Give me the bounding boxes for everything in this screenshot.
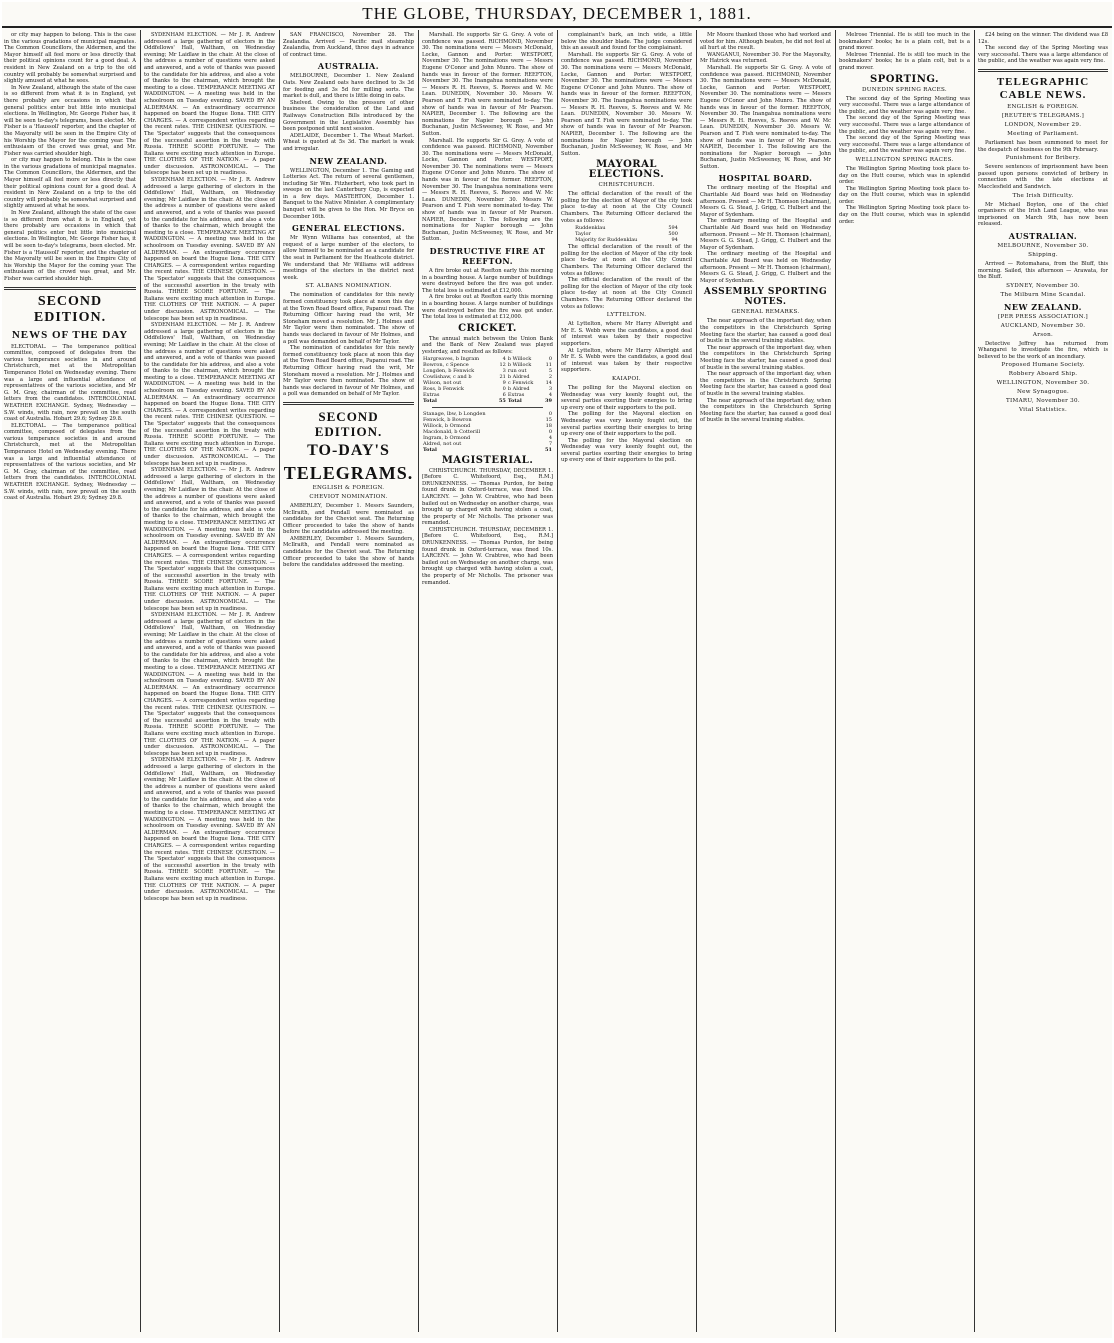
article-text: The Wellington Spring Meeting took place to-day on the Hutt course, which was in splendid order. xyxy=(839,185,970,205)
subheading: Proposed Humane Society. xyxy=(1001,362,1085,369)
divider xyxy=(283,402,414,405)
subheading: WELLINGTON, November 30. xyxy=(996,380,1090,387)
subheading: LONDON, November 29. xyxy=(1004,121,1082,128)
article-text: SYDENHAM ELECTION. — Mr J. R. Andrew addressed a large gathering of electors in the Oddfellows' Hall, Waltham, on Wednesday evening; Mr Laidlaw in the chair. At the close of the address a number of questions were asked and answered, and a vote of thanks was passed to the candidate for his address, and also a vote of thanks to the chairman, which brought the meeting to a close. TEMPERANCE MEETING AT WADDINGTON. — A meeting was held in the schoolroom on Tuesday evening. SAVED BY AN ALDERMAN. — An extraordinary occurrence happened on board the Hugue Ilona. THE CITY CHARGES. — A correspondent writes regarding the recent rates. THE CHINESE QUESTION. — The 'Spectator' suggests that the consequences of the successful assertion in the treaty with Russia. THREE SCORE FORTUNE. — The Italians were exciting much attention in Europe. THE CLOTHES OF THE NATION. — A paper under discussion. ASTRONOMICAL. — The telescope has been set up in readiness. xyxy=(144,322,275,467)
article-text: CHRISTCHURCH. THURSDAY, DECEMBER 1. [Before C. Whitefoord, Esq., R.M.] DRUNKENNESS. — Thomas Purdon, for being found drunk in Oxford-terrace, was fined 10s. LARCENY. — John W. Crabtree, who had been bailed out on Wednesday on another charge, was brought up charged with having stolen a coat, the property of Mr Nicholls. The prisoner was remanded. xyxy=(422,526,553,586)
subheading: ENGLISH & FOREIGN. xyxy=(1007,103,1079,110)
article-text: or city may happen to belong. This is the case in the various gradations of municipal magnates. The Common Councillors, the Aldermen, and the Mayor himself all feel more or less directly that their political opinions count for a good deal. A resident in New Zealand on a trip to the old country will probably be somewhat surprised and slightly amused at what he sees. xyxy=(4,32,136,85)
column-8 xyxy=(978,32,1108,1332)
column-7 xyxy=(839,32,970,1332)
article-text: Marshall. He supports Sir G. Grey. A vote of confidence was passed. RICHMOND, November 30. The nominations were — Messrs McDonald, Locke, Gannon and Porter. WESTPORT, November 30. The nominations were — Messrs Eugene O'Conor and John Munro. The show of hands was in favour of the former. REEFTON, November 30. The Inangahua nominations were — Messrs R. H. Reeves, S. Reeves and W. Mc Lean. DUNEDIN, November 30. Messrs W. Pearson and T. Fish were nominated to-day. The show of hands was in favour of Mr Pearson. NAPIER, December 1. The following are the nominations for Napier borough — John Buchanan, Justin McSweeney, W. Rose, and Mr Sutton. xyxy=(422,32,553,137)
article-text: Melrose Triennial. He is still too much in the bookmakers' books; he is a plain colt, but is a grand mover. xyxy=(839,51,970,71)
column-2 xyxy=(144,32,275,1332)
subheading: [REUTER'S TELEGRAMS.] xyxy=(1001,112,1085,119)
article-text: The second day of the Spring Meeting was very successful. There was a large attendance of the public, and the weather was again very fine. xyxy=(839,115,970,135)
column-3 xyxy=(283,32,414,1332)
article-text: The near approach of the important day, when the competitors in the Christchurch Spring Meeting face the starter, has caused a good deal of bustle in the several training stables. xyxy=(700,344,831,371)
subheading: MELBOURNE, November 30. xyxy=(997,242,1089,249)
divider xyxy=(4,287,136,290)
section-heading: SPORTING. xyxy=(869,73,939,85)
subheading: Shipping. xyxy=(1028,251,1058,258)
article-text: CHRISTCHURCH. THURSDAY, DECEMBER 1. [Before C. Whitefoord, Esq., R.M.] DRUNKENNESS. — Thomas Purdon, for being found drunk in Oxford-terrace, was fined 10s. LARCENY. — John W. Crabtree, who had been bailed out on Wednesday on another charge, was brought up charged with having stolen a coat, the property of Mr Nicholls. The prisoner was remanded. xyxy=(422,467,553,527)
newspaper-page xyxy=(2,2,1112,1338)
article-text: The near approach of the important day, when the competitors in the Christchurch Spring Meeting face the starter, has caused a good deal of bustle in the several training stables. xyxy=(700,318,831,345)
article-text: £24 being on the winner. The dividend was £8 12s. xyxy=(978,32,1108,45)
article-text: Arrived — Rotomahana, from the Bluff, this morning. Sailed, this afternoon — Arawata, for the Bluff. xyxy=(978,260,1108,281)
article-text: AMBERLEY, December 1. Messrs Saunders, McIlraith, and Fendall were nominated as candidates for the Cheviot seat. The Returning Officer proceeded to take the show of hands before the candidates addressed the meeting. xyxy=(283,535,414,569)
article-text: Detective Jeffrey has returned from Whangarei to investigate the fire, which is believed to be the work of an incendiary. xyxy=(978,340,1108,360)
subheading: ENGLISH & FOREIGN. xyxy=(312,484,385,491)
article-text: WANGANUI, November 30. For the Mayoralty, Mr Hatrick was returned. xyxy=(700,51,831,65)
article-text: Shelved. Owing to the pressure of other business the consideration of the Land and Railways Construction Bills introduced by the Government in the Legislative Assembly has been postponed until next session. xyxy=(283,99,414,133)
article-text: Mr Moore thanked those who had worked and voted for him. Although beaten, he did not feel at all hurt at the result. xyxy=(700,32,831,52)
article-text: The polling for the Mayoral election on Wednesday was very keenly fought out, the several parties exerting their energies to bring up every one of their supporters to the poll. xyxy=(561,411,692,438)
article-text: Melrose Triennial. He is still too much in the bookmakers' books; he is a plain colt, but is a grand mover. xyxy=(839,32,970,52)
article-text: The near approach of the important day, when the competitors in the Christchurch Spring Meeting face the starter, has caused a good deal of bustle in the several training stables. xyxy=(700,371,831,397)
article-text: The ordinary meeting of the Hospital and Charitable Aid Board was held on Wednesday afternoon. Present — Mr H. Thomson (chairman), Messrs G. G. Stead, J. Grigg, C. Hulbert and the Mayor of Sydenham. xyxy=(700,218,831,251)
section-heading: DESTRUCTIVE FIRE AT REEFTON. xyxy=(429,246,546,266)
article-text: At Lyttelton, where Mr Harry Allwright and Mr E. S. Webb were the candidates, a good deal of interest was taken by their respective supporters. xyxy=(561,347,692,374)
divider xyxy=(432,407,543,408)
subheading: CHRISTCHURCH. xyxy=(598,182,655,189)
section-heading: CRICKET. xyxy=(458,322,517,334)
article-text: The Wellington Spring Meeting took place to-day on the Hutt course, which was in splendid order. xyxy=(839,205,970,225)
section-heading: SECOND EDITION. xyxy=(314,408,383,439)
section-heading: ASSEMBLY SPORTING NOTES. xyxy=(703,287,828,308)
masthead xyxy=(2,2,1112,28)
article-text: SYDENHAM ELECTION. — Mr J. R. Andrew addressed a large gathering of electors in the Oddfellows' Hall, Waltham, on Wednesday evening; Mr Laidlaw in the chair. At the close of the address a number of questions were asked and answered, and a vote of thanks was passed to the candidate for his address, and also a vote of thanks to the chairman, which brought the meeting to a close. TEMPERANCE MEETING AT WADDINGTON. — A meeting was held in the schoolroom on Tuesday evening. SAVED BY AN ALDERMAN. — An extraordinary occurrence happened on board the Hugue Ilona. THE CITY CHARGES. — A correspondent writes regarding the recent rates. THE CHINESE QUESTION. — The 'Spectator' suggests that the consequences of the successful assertion in the treaty with Russia. THREE SCORE FORTUNE. — The Italians were exciting much attention in Europe. THE CLOTHES OF THE NATION. — A paper under discussion. ASTRONOMICAL. — The telescope has been set up in readiness. xyxy=(144,177,275,322)
column-rule xyxy=(418,30,419,1332)
article-text: The ordinary meeting of the Hospital and Charitable Aid Board was held on Wednesday afternoon. Present — Mr H. Thomson (chairman), Messrs G. G. Stead, J. Grigg, C. Hulbert and the Mayor of Sydenham. xyxy=(700,185,831,218)
article-text: SYDENHAM ELECTION. — Mr J. R. Andrew addressed a large gathering of electors in the Oddfellows' Hall, Waltham, on Wednesday evening; Mr Laidlaw in the chair. At the close of the address a number of questions were asked and answered, and a vote of thanks was passed to the candidate for his address, and also a vote of thanks to the chairman, which brought the meeting to a close. TEMPERANCE MEETING AT WADDINGTON. — A meeting was held in the schoolroom on Tuesday evening. SAVED BY AN ALDERMAN. — An extraordinary occurrence happened on board the Hugue Ilona. THE CITY CHARGES. — A correspondent writes regarding the recent rates. THE CHINESE QUESTION. — The 'Spectator' suggests that the consequences of the successful assertion in the treaty with Russia. THREE SCORE FORTUNE. — The Italians were exciting much attention in Europe. THE CLOTHES OF THE NATION. — A paper under discussion. ASTRONOMICAL. — The telescope has been set up in readiness. xyxy=(144,32,275,177)
article-text: ELECTORAL. — The temperance political committee, composed of delegates from the various temperance societies in and around Christchurch, met at the Metropolitan Temperance Hotel on Wednesday evening. There was a large and influential attendance of representatives of the various societies, and Mr G. M. Gray, chairman of the committee, read letters from the candidates. INTERCOLONIAL WEATHER EXCHANGE. Sydney, Wednesday — S.W. winds, with rain, now prevail on the south coast of Australia. Hobart 29.6; Sydney 29.8. xyxy=(4,422,136,502)
section-heading: HOSPITAL BOARD. xyxy=(718,173,813,184)
section-heading: MAGISTERIAL. xyxy=(441,454,534,466)
section-heading: AUSTRALIAN. xyxy=(1008,230,1078,241)
article-text: WELLINGTON, December 1. The Gaming and Lotteries Act. The return of several gentlemen, including Sir Wm. Fitzherbert, who took part in sweeps on the last Canterbury Cup, is expected in a few days. MASTERTON, December 1. Banquet to the Native Minister. A complimentary banquet will be given to the Hon. Mr Bryce on December 16th. xyxy=(283,167,414,220)
column-6 xyxy=(700,32,831,1332)
subheading: KAIAPOI. xyxy=(612,375,641,382)
section-heading: NEW ZEALAND. xyxy=(309,155,388,166)
column-rule xyxy=(557,30,558,1332)
article-text: At Lyttelton, where Mr Harry Allwright and Mr E. S. Webb were the candidates, a good deal of interest was taken by their respective supporters. xyxy=(561,321,692,347)
article-text: ELECTORAL. — The temperance political committee, composed of delegates from the various temperance societies in and around Christchurch, met at the Metropolitan Temperance Hotel on Wednesday evening. There was a large and influential attendance of representatives of the various societies, and Mr G. M. Gray, chairman of the committee, read letters from the candidates. INTERCOLONIAL WEATHER EXCHANGE. Sydney, Wednesday — S.W. winds, with rain, now prevail on the south coast of Australia. Hobart 29.6; Sydney 29.8. xyxy=(4,343,136,423)
article-text: Parliament has been summoned to meet for the despatch of business on the 9th February. xyxy=(978,139,1108,153)
article-text: MELBOURNE, December 1. New Zealand Oats. New Zealand oats have declined to 3s 3d for feeding and 3s 5d for milling sorts. The market is dull, and there is little doing in oats. xyxy=(283,73,414,100)
article-text: The polling for the Mayoral election on Wednesday was very keenly fought out, the several parties exerting their energies to bring up every one of their supporters to the poll. xyxy=(561,384,692,411)
article-text: The ordinary meeting of the Hospital and Charitable Aid Board was held on Wednesday afternoon. Present — Mr H. Thomson (chairman), Messrs G. G. Stead, J. Grigg, C. Hulbert and the Mayor of Sydenham. xyxy=(700,251,831,284)
article-text: The official declaration of the result of the polling for the election of Mayor of the city took place to-day at noon at the City Council Chambers. The Returning Officer declared the votes as follows: xyxy=(561,277,692,310)
article-text: Mr Wynn Williams has consented, at the request of a large number of the electors, to allow himself to be nominated as a candidate for the seat in Parliament for the Heathcote district. We understand that Mr Williams will address meetings of the electors in the district next week. xyxy=(283,235,414,281)
subheading: The Irish Difficulty. xyxy=(1012,192,1074,199)
subheading: Vital Statistics. xyxy=(1018,407,1068,414)
article-text: The nomination of candidates for this newly formed constituency took place at noon this day at the Town Road Board office, Papanui road. The Returning Officer having read the writ, Mr Stoneham moved a resolution. Mr J. Holmes and Mr Taylor were then nominated. The show of hands was declared in favour of Mr Holmes, and a poll was demanded on behalf of Mr Taylor. xyxy=(283,345,414,398)
article-text: Marshall. He supports Sir G. Grey. A vote of confidence was passed. RICHMOND, November 30. The nominations were — Messrs McDonald, Locke, Gannon and Porter. WESTPORT, November 30. The nominations were — Messrs Eugene O'Conor and John Munro. The show of hands was in favour of the former. REEFTON, November 30. The Inangahua nominations were — Messrs R. H. Reeves, S. Reeves and W. Mc Lean. DUNEDIN, November 30. Messrs W. Pearson and T. Fish were nominated to-day. The show of hands was in favour of Mr Pearson. NAPIER, December 1. The following are the nominations for Napier borough — John Buchanan, Justin McSweeney, W. Rose, and Mr Sutton. xyxy=(561,51,692,157)
article-text: Severe sentences of imprisonment have been passed upon persons convicted of bribery in connection with the late elections at Macclesfield and Sandwich. xyxy=(978,164,1108,190)
article-text: The second day of the Spring Meeting was very successful. There was a large attendance of the public, and the weather was again very fine. xyxy=(839,135,970,155)
article-text: In New Zealand, although the state of the case is so different from what it is in England, yet there probably are occasions in which that general politics enter but little into municipal elections. In Wellington, Mr. George Fisher has, it will be seen to-day's telegrams, been elected. Mr. Fisher is a 'Haussoll' reporter, and the chapter of the Mayoralty will be seen in the Empire City of his Worship the Mayor for the coming year. The enthusiasm of the crowd was great, and Mr. Fisher was carried shoulder high. xyxy=(4,84,136,157)
subheading: Robbery Aboard Ship. xyxy=(1008,371,1078,378)
article-text: The annual match between the Union Bank and the Bank of New Zealand was played yesterday, and resulted as follows: xyxy=(422,335,553,355)
subheading: SYDNEY, November 30. xyxy=(1006,282,1080,289)
section-heading: TELEGRAPHIC CABLE NEWS. xyxy=(996,75,1090,101)
subheading: TIMARU, November 30. xyxy=(1006,398,1080,405)
subheading: Punishment for Bribery. xyxy=(1005,155,1081,162)
article-text: The second day of the Spring Meeting was very successful. There was a large attendance of the public, and the weather was again very fine. xyxy=(978,45,1108,65)
column-rule xyxy=(696,30,697,1332)
subheading: LYTTELTON. xyxy=(606,312,647,319)
divider xyxy=(978,69,1108,72)
article-text: AMBERLEY, December 1. Messrs Saunders, McIlraith, and Fendall were nominated as candidates for the Cheviot seat. The Returning Officer proceeded to take the show of hands before the candidates addressed the meeting. xyxy=(283,502,414,536)
section-heading: AUSTRALIA. xyxy=(317,61,380,72)
column-rule xyxy=(279,30,280,1332)
article-text: complainant's bark, an inch wide, a little below the shoulder blade. The judge considered this an assault and found for the complainant. xyxy=(561,32,692,52)
article-text: The nomination of candidates for this newly formed constituency took place at noon this day at the Town Road Board office, Papanui road. The Returning Officer having read the writ, Mr Stoneham moved a resolution. Mr J. Holmes and Mr Taylor were then nominated. The show of hands was declared in favour of Mr Holmes, and a poll was demanded on behalf of Mr Taylor. xyxy=(283,292,414,345)
subheading: [PER PRESS ASSOCIATION.] xyxy=(997,313,1089,320)
section-heading: NEWS OF THE DAY xyxy=(11,328,129,341)
article-text: SAN FRANCISCO, November 28. The Zealandia. Arrived — Pacific mail steamship Zealandia, from Auckland, three days in advance of contract time. xyxy=(283,32,414,58)
article-text: Marshall. He supports Sir G. Grey. A vote of confidence was passed. RICHMOND, November 30. The nominations were — Messrs McDonald, Locke, Gannon and Porter. WESTPORT, November 30. The nominations were — Messrs Eugene O'Conor and John Munro. The show of hands was in favour of the former. REEFTON, November 30. The Inangahua nominations were — Messrs R. H. Reeves, S. Reeves and W. Mc Lean. DUNEDIN, November 30. Messrs W. Pearson and T. Fish were nominated to-day. The show of hands was in favour of Mr Pearson. NAPIER, December 1. The following are the nominations for Napier borough — John Buchanan, Justin McSweeney, W. Rose, and Mr Sutton. xyxy=(422,137,553,243)
article-text: The official declaration of the result of the polling for the election of Mayor of the city took place to-day at noon at the City Council Chambers. The Returning Officer declared the votes as follows: xyxy=(561,191,692,224)
subheading: DUNEDIN SPRING RACES. xyxy=(861,86,948,93)
subheading: GENERAL REMARKS. xyxy=(731,309,800,316)
article-text: A fire broke out at Reefton early this morning in a boarding house. A large number of buildings were destroyed before the fire was got under. The total loss is estimated at £12,000. xyxy=(422,268,553,294)
column-rule xyxy=(140,30,141,1332)
section-heading: TELEGRAMS. xyxy=(283,462,414,483)
subheading: Meeting of Parliament. xyxy=(1007,130,1079,137)
article-text: The second day of the Spring Meeting was very successful. There was a large attendance of the public, and the weather was again very fine. xyxy=(839,95,970,115)
column-rule xyxy=(974,30,975,1332)
scorecard: Hargreaves, b Ingram 4 b Willock 0 Bowron, c Spence 12 b Willock 11 Longden, b Fenwick 3 run out 5 Cowlishaw, c and b 21 b Aldred 2 Wilson, not out 9 c Fenwick 14 Ross, b Fenwick 0 b Aldred 3 Extras 6 Extras 4 Total 55 Total 39 xyxy=(423,355,552,404)
section-heading: SECOND EDITION. xyxy=(33,293,107,325)
section-heading: TO-DAY'S xyxy=(307,441,390,459)
article-text: Marshall. He supports Sir G. Grey. A vote of confidence was passed. RICHMOND, November 30. The nominations were — Messrs McDonald, Locke, Gannon and Porter. WESTPORT, November 30. The nominations were — Messrs Eugene O'Conor and John Munro. The show of hands was in favour of the former. REEFTON, November 30. The Inangahua nominations were — Messrs R. H. Reeves, S. Reeves and W. Mc Lean. DUNEDIN, November 30. Messrs W. Pearson and T. Fish were nominated to-day. The show of hands was in favour of Mr Pearson. NAPIER, December 1. The following are the nominations for Napier borough — John Buchanan, Justin McSweeney, W. Rose, and Mr Sutton. xyxy=(700,64,831,170)
masthead-title: THE GLOBE, THURSDAY, DECEMBER 1, 1881. xyxy=(362,4,752,23)
article-text: In New Zealand, although the state of the case is so different from what it is in England, yet there probably are occasions in which that general politics enter but little into municipal elections. In Wellington, Mr. George Fisher has, it will be seen to-day's telegrams, been elected. Mr. Fisher is a 'Haussoll' reporter, and the chapter of the Mayoralty will be seen in the Empire City of his Worship the Mayor for the coming year. The enthusiasm of the crowd was great, and Mr. Fisher was carried shoulder high. xyxy=(4,210,136,282)
article-text: ADELAIDE, December 1. The Wheat Market. Wheat is quoted at 5s 3d. The market is weak and irregular. xyxy=(283,132,414,152)
subheading: ST. ALBANS NOMINATION. xyxy=(305,283,392,290)
column-4 xyxy=(422,32,553,1332)
article-text: The polling for the Mayoral election on Wednesday was very keenly fought out, the several parties exerting their energies to bring up every one of their supporters to the poll. xyxy=(561,437,692,464)
scorecard: Stanage, lbw, b Longden 0 Fenwick, b Bowron 15 Willock, b Ormond 18 Macdonald, b Cotterill 0 Ingram, b Ormond 4 Aldred, not out 7 Total 51 xyxy=(423,410,552,453)
article-text: The Wellington Spring Meeting took place to-day on the Hutt course, which was in splendid order. xyxy=(839,165,970,186)
subheading: New Synagogue. xyxy=(1016,389,1070,396)
section-heading: GENERAL ELECTIONS. xyxy=(291,223,406,234)
article-text: The near approach of the important day, when the competitors in the Christchurch Spring Meeting face the starter, has caused a good deal of bustle in the several training stables. xyxy=(700,397,831,424)
article-text: Mr Michael Boyton, one of the chief organisers of the Irish Land League, who was imprisoned on March 9th, has now been released. xyxy=(978,201,1108,228)
article-text: The official declaration of the result of the polling for the election of Mayor of the city took place to-day at noon at the City Council Chambers. The Returning Officer declared the votes as follows: xyxy=(561,244,692,277)
subheading: The Milburn Mine Scandal. xyxy=(1000,291,1086,298)
section-heading: MAYORAL ELECTIONS. xyxy=(588,159,665,181)
article-text: SYDENHAM ELECTION. — Mr J. R. Andrew addressed a large gathering of electors in the Oddfellows' Hall, Waltham, on Wednesday evening; Mr Laidlaw in the chair. At the close of the address a number of questions were asked and answered, and a vote of thanks was passed to the candidate for his address, and also a vote of thanks to the chairman, which brought the meeting to a close. TEMPERANCE MEETING AT WADDINGTON. — A meeting was held in the schoolroom on Tuesday evening. SAVED BY AN ALDERMAN. — An extraordinary occurrence happened on board the Hugue Ilona. THE CITY CHARGES. — A correspondent writes regarding the recent rates. THE CHINESE QUESTION. — The 'Spectator' suggests that the consequences of the successful assertion in the treaty with Russia. THREE SCORE FORTUNE. — The Italians were exciting much attention in Europe. THE CLOTHES OF THE NATION. — A paper under discussion. ASTRONOMICAL. — The telescope has been set up in readiness. xyxy=(144,612,275,757)
article-text: A fire broke out at Reefton early this morning in a boarding house. A large number of buildings were destroyed before the fire was got under. The total loss is estimated at £12,000. xyxy=(422,294,553,321)
column-5 xyxy=(561,32,692,1332)
vote-table: Ruddenklau 594 Taylor 500 Majority for Ruddenklau 94 xyxy=(575,225,678,244)
subheading: CHEVIOT NOMINATION. xyxy=(309,493,388,500)
article-text: SYDENHAM ELECTION. — Mr J. R. Andrew addressed a large gathering of electors in the Oddfellows' Hall, Waltham, on Wednesday evening; Mr Laidlaw in the chair. At the close of the address a number of questions were asked and answered, and a vote of thanks was passed to the candidate for his address, and also a vote of thanks to the chairman, which brought the meeting to a close. TEMPERANCE MEETING AT WADDINGTON. — A meeting was held in the schoolroom on Tuesday evening. SAVED BY AN ALDERMAN. — An extraordinary occurrence happened on board the Hugue Ilona. THE CITY CHARGES. — A correspondent writes regarding the recent rates. THE CHINESE QUESTION. — The 'Spectator' suggests that the consequences of the successful assertion in the treaty with Russia. THREE SCORE FORTUNE. — The Italians were exciting much attention in Europe. THE CLOTHES OF THE NATION. — A paper under discussion. ASTRONOMICAL. — The telescope has been set up in readiness. xyxy=(144,467,275,612)
column-rule xyxy=(835,30,836,1332)
subheading: Arson. xyxy=(1032,331,1054,338)
article-text: or city may happen to belong. This is the case in the various gradations of municipal magnates. The Common Councillors, the Aldermen, and the Mayor himself all feel more or less directly that their political opinions count for a good deal. A resident in New Zealand on a trip to the old country will probably be somewhat surprised and slightly amused at what he sees. xyxy=(4,157,136,210)
article-text: SYDENHAM ELECTION. — Mr J. R. Andrew addressed a large gathering of electors in the Oddfellows' Hall, Waltham, on Wednesday evening; Mr Laidlaw in the chair. At the close of the address a number of questions were asked and answered, and a vote of thanks was passed to the candidate for his address, and also a vote of thanks to the chairman, which brought the meeting to a close. TEMPERANCE MEETING AT WADDINGTON. — A meeting was held in the schoolroom on Tuesday evening. SAVED BY AN ALDERMAN. — An extraordinary occurrence happened on board the Hugue Ilona. THE CITY CHARGES. — A correspondent writes regarding the recent rates. THE CHINESE QUESTION. — The 'Spectator' suggests that the consequences of the successful assertion in the treaty with Russia. THREE SCORE FORTUNE. — The Italians were exciting much attention in Europe. THE CLOTHES OF THE NATION. — A paper under discussion. ASTRONOMICAL. — The telescope has been set up in readiness. xyxy=(144,757,275,902)
section-heading: NEW ZEALAND. xyxy=(1004,301,1082,312)
column-1 xyxy=(4,32,136,1332)
subheading: AUCKLAND, November 30. xyxy=(1000,322,1086,329)
subheading: WELLINGTON SPRING RACES. xyxy=(855,156,954,163)
